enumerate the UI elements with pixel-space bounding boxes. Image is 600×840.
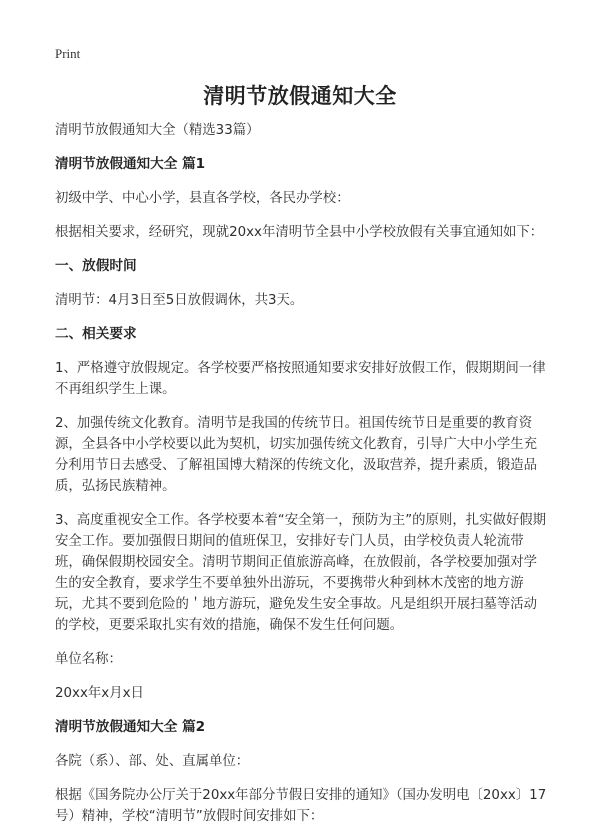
date-line: 20xx年x月x日 bbox=[55, 686, 144, 701]
subheading-holiday-time: 一、放假时间 bbox=[55, 258, 137, 274]
requirement-2: 2、加强传统文化教育。清明节是我国的传统节日。祖国传统节日是重要的教育资源，全县各中小学校要以此为契机，切实加强传统文化教育，引导广大中小学生充分利用节日去感受、了解祖国博大精深的传统文化，汲取营养，提升素质，锻造品质，弘扬民族精神。 bbox=[55, 416, 538, 494]
unit-name-label: 单位名称： bbox=[55, 652, 122, 667]
addressee: 初级中学、中心小学，县直各学校，各民办学校： bbox=[55, 191, 350, 206]
subheading-requirements: 二、相关要求 bbox=[55, 326, 137, 342]
section-heading: 清明节放假通知大全 篇1 bbox=[55, 156, 206, 172]
document-subtitle: 清明节放假通知大全（精选33篇） bbox=[55, 123, 260, 138]
section-heading: 清明节放假通知大全 篇2 bbox=[55, 719, 206, 735]
holiday-time-text: 清明节：4月3日至5日放假调休，共3天。 bbox=[55, 293, 304, 308]
document-body bbox=[55, 120, 550, 840]
intro-paragraph: 根据《国务院办公厅关于20xx年部分节假日安排的通知》（国办发明电〔20xx〕17号）精神，学校“清明节”放假时间安排如下： bbox=[55, 788, 547, 824]
intro-paragraph: 根据相关要求，经研究，现就20xx年清明节全县中小学校放假有关事宜通知如下： bbox=[55, 225, 544, 240]
requirement-1: 1、严格遵守放假规定。各学校要严格按照通知要求安排好放假工作，假期期间一律不再组织学生上课。 bbox=[55, 361, 546, 397]
addressee: 各院（系）、部、处、直属单位： bbox=[55, 754, 250, 769]
print-link[interactable]: Print bbox=[55, 46, 81, 61]
page-title: 清明节放假通知大全 bbox=[203, 84, 397, 108]
requirement-3: 3、高度重视安全工作。各学校要本着“安全第一，预防为主”的原则，扎实做好假期安全工作。要加强假日期间的值班保卫，安排好专门人员，由学校负责人轮流带班，确保假期校园安全。清明节期间正值旅游高峰，在放假前，各学校要加强对学生的安全教育，要求学生不要单独外出游玩，不要携带火种到林木茂密的地方游玩，尤其不要到危险的＇地方游玩，避免发生安全事故。凡是组织开展扫墓等活动的学校，更要采取扎实有效的措施，确保不发生任何问题。 bbox=[55, 513, 547, 633]
